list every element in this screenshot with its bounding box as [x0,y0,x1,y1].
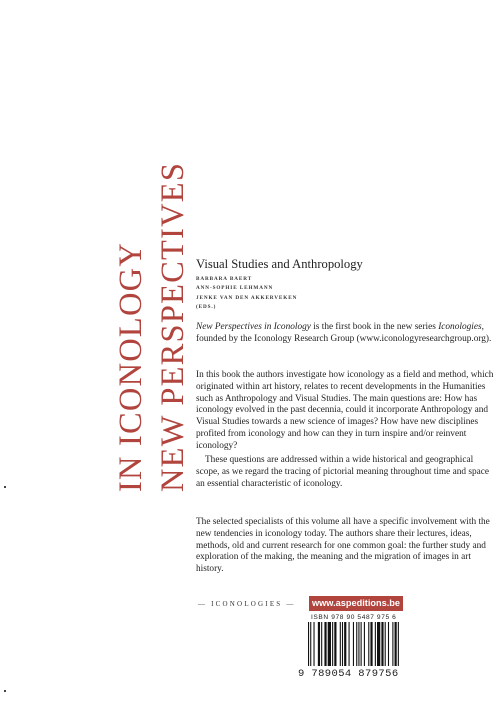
editors-list [196,275,297,312]
barcode-digits: 9 789054 879756 [298,668,399,680]
series-name: Iconologies [438,322,482,332]
intro-text-b: , founded by the Iconology Research Group (www.iconologyresearchgroup.org). [196,322,492,344]
editor-name: ANN-SOPHIE LEHMANN [196,285,274,292]
series-label: — ICONOLOGIES — [198,600,296,608]
crop-mark [4,486,6,488]
crop-mark [4,690,6,692]
book-title: New Perspectives in Iconology [196,322,311,332]
title-line-1: NEW PERSPECTIVES [155,161,191,492]
editors-note: (EDS.) [196,303,217,310]
editor-name: JENKE VAN DEN AKKERVEKEN [196,294,298,301]
intro-text-a: is the first book in the new series [310,322,439,332]
description-paragraph: In this book the authors investigate how iconology as a field and method, which originated within art history, relates to recent developments in the Humanities such as Anthropology and Visual Studies. The main questions are: How has iconology evolved in the past decennia, could it incorporate Anthropology and Visual Studies towards a new science of images? How have new disciplines profited from iconology and how can they in turn inspire and/or reinvent iconology? [196,370,494,451]
vertical-title [111,102,193,492]
scope-paragraph: These questions are addressed within a wide historical and geographical scope, as we regard the tracing of pictorial meaning throughout time and space an essential characteristic of iconology. [196,455,490,489]
publisher-url-badge: www.aspeditions.be [309,596,403,611]
subtitle: Visual Studies and Anthropology [196,257,363,271]
isbn-number: ISBN 978 90 5487 975 6 [311,614,397,621]
barcode-image [308,622,400,666]
editor-name: BARBARA BAERT [196,276,253,282]
specialists-paragraph: The selected specialists of this volume all have a specific involvement with the new tendencies in iconology today. The authors share their lectures, ideas, methods, old and current research for one common goal: the further study and exploration of the making, the meaning and the migration of images in art history. [196,517,490,575]
intro-paragraph [196,322,496,346]
title-line-2: IN ICONOLOGY [113,242,149,492]
